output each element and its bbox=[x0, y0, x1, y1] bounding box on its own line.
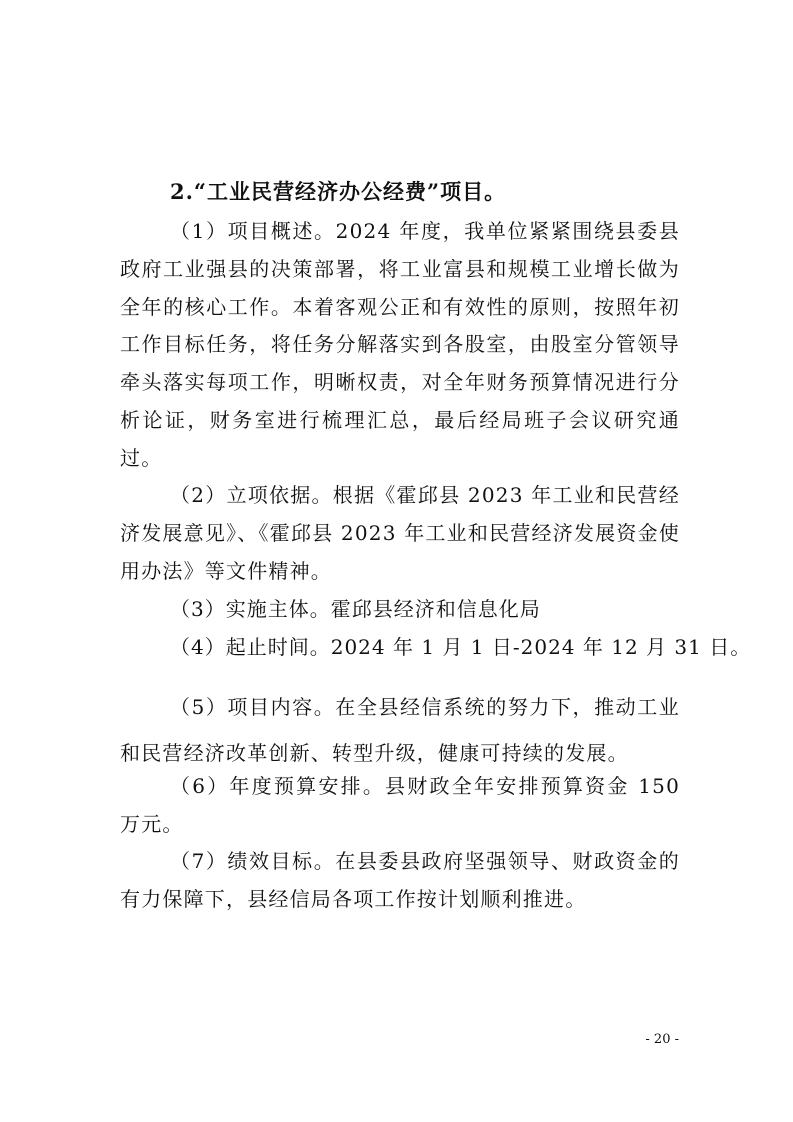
paragraph-content: （5）项目内容。在全县经信系统的努力下，推动工业和民营经济改革创新、转型升级，健康可持续的发展。 bbox=[120, 695, 680, 765]
paragraph-objective: （7）绩效目标。在县委县政府坚强领导、财政资金的有力保障下，县经信局各项工作按计划顺利推进。 bbox=[120, 849, 680, 911]
paragraph-budget: （6）年度预算安排。县财政全年安排预算资金 150 万元。 bbox=[120, 774, 680, 836]
paragraph-period: （4）起止时间。2024 年 1 月 1 日-2024 年 12 月 31 日。 bbox=[170, 635, 752, 659]
paragraph-implementer: （3）实施主体。霍邱县经济和信息化局 bbox=[170, 597, 541, 621]
section-heading: 2.“工业民营经济办公经费”项目。 bbox=[170, 179, 507, 204]
page-number: - 20 - bbox=[645, 1032, 679, 1047]
paragraph-overview: （1）项目概述。2024 年度，我单位紧紧围绕县委县政府工业强县的决策部署，将工业富县和规模工业增长做为全年的核心工作。本着客观公正和有效性的原则，按照年初工作目标任务，将任务分解落实到各股室，由股室分管领导牵头落实每项工作，明晰权责，对全年财务预算情况进行分析论证，财务室进行梳理汇总，最后经局班子会议研究通过。 bbox=[120, 219, 680, 470]
paragraph-basis: （2）立项依据。根据《霍邱县 2023 年工业和民营经济发展意见》、《霍邱县 2023 年工业和民营经济发展资金使用办法》等文件精神。 bbox=[120, 483, 680, 583]
